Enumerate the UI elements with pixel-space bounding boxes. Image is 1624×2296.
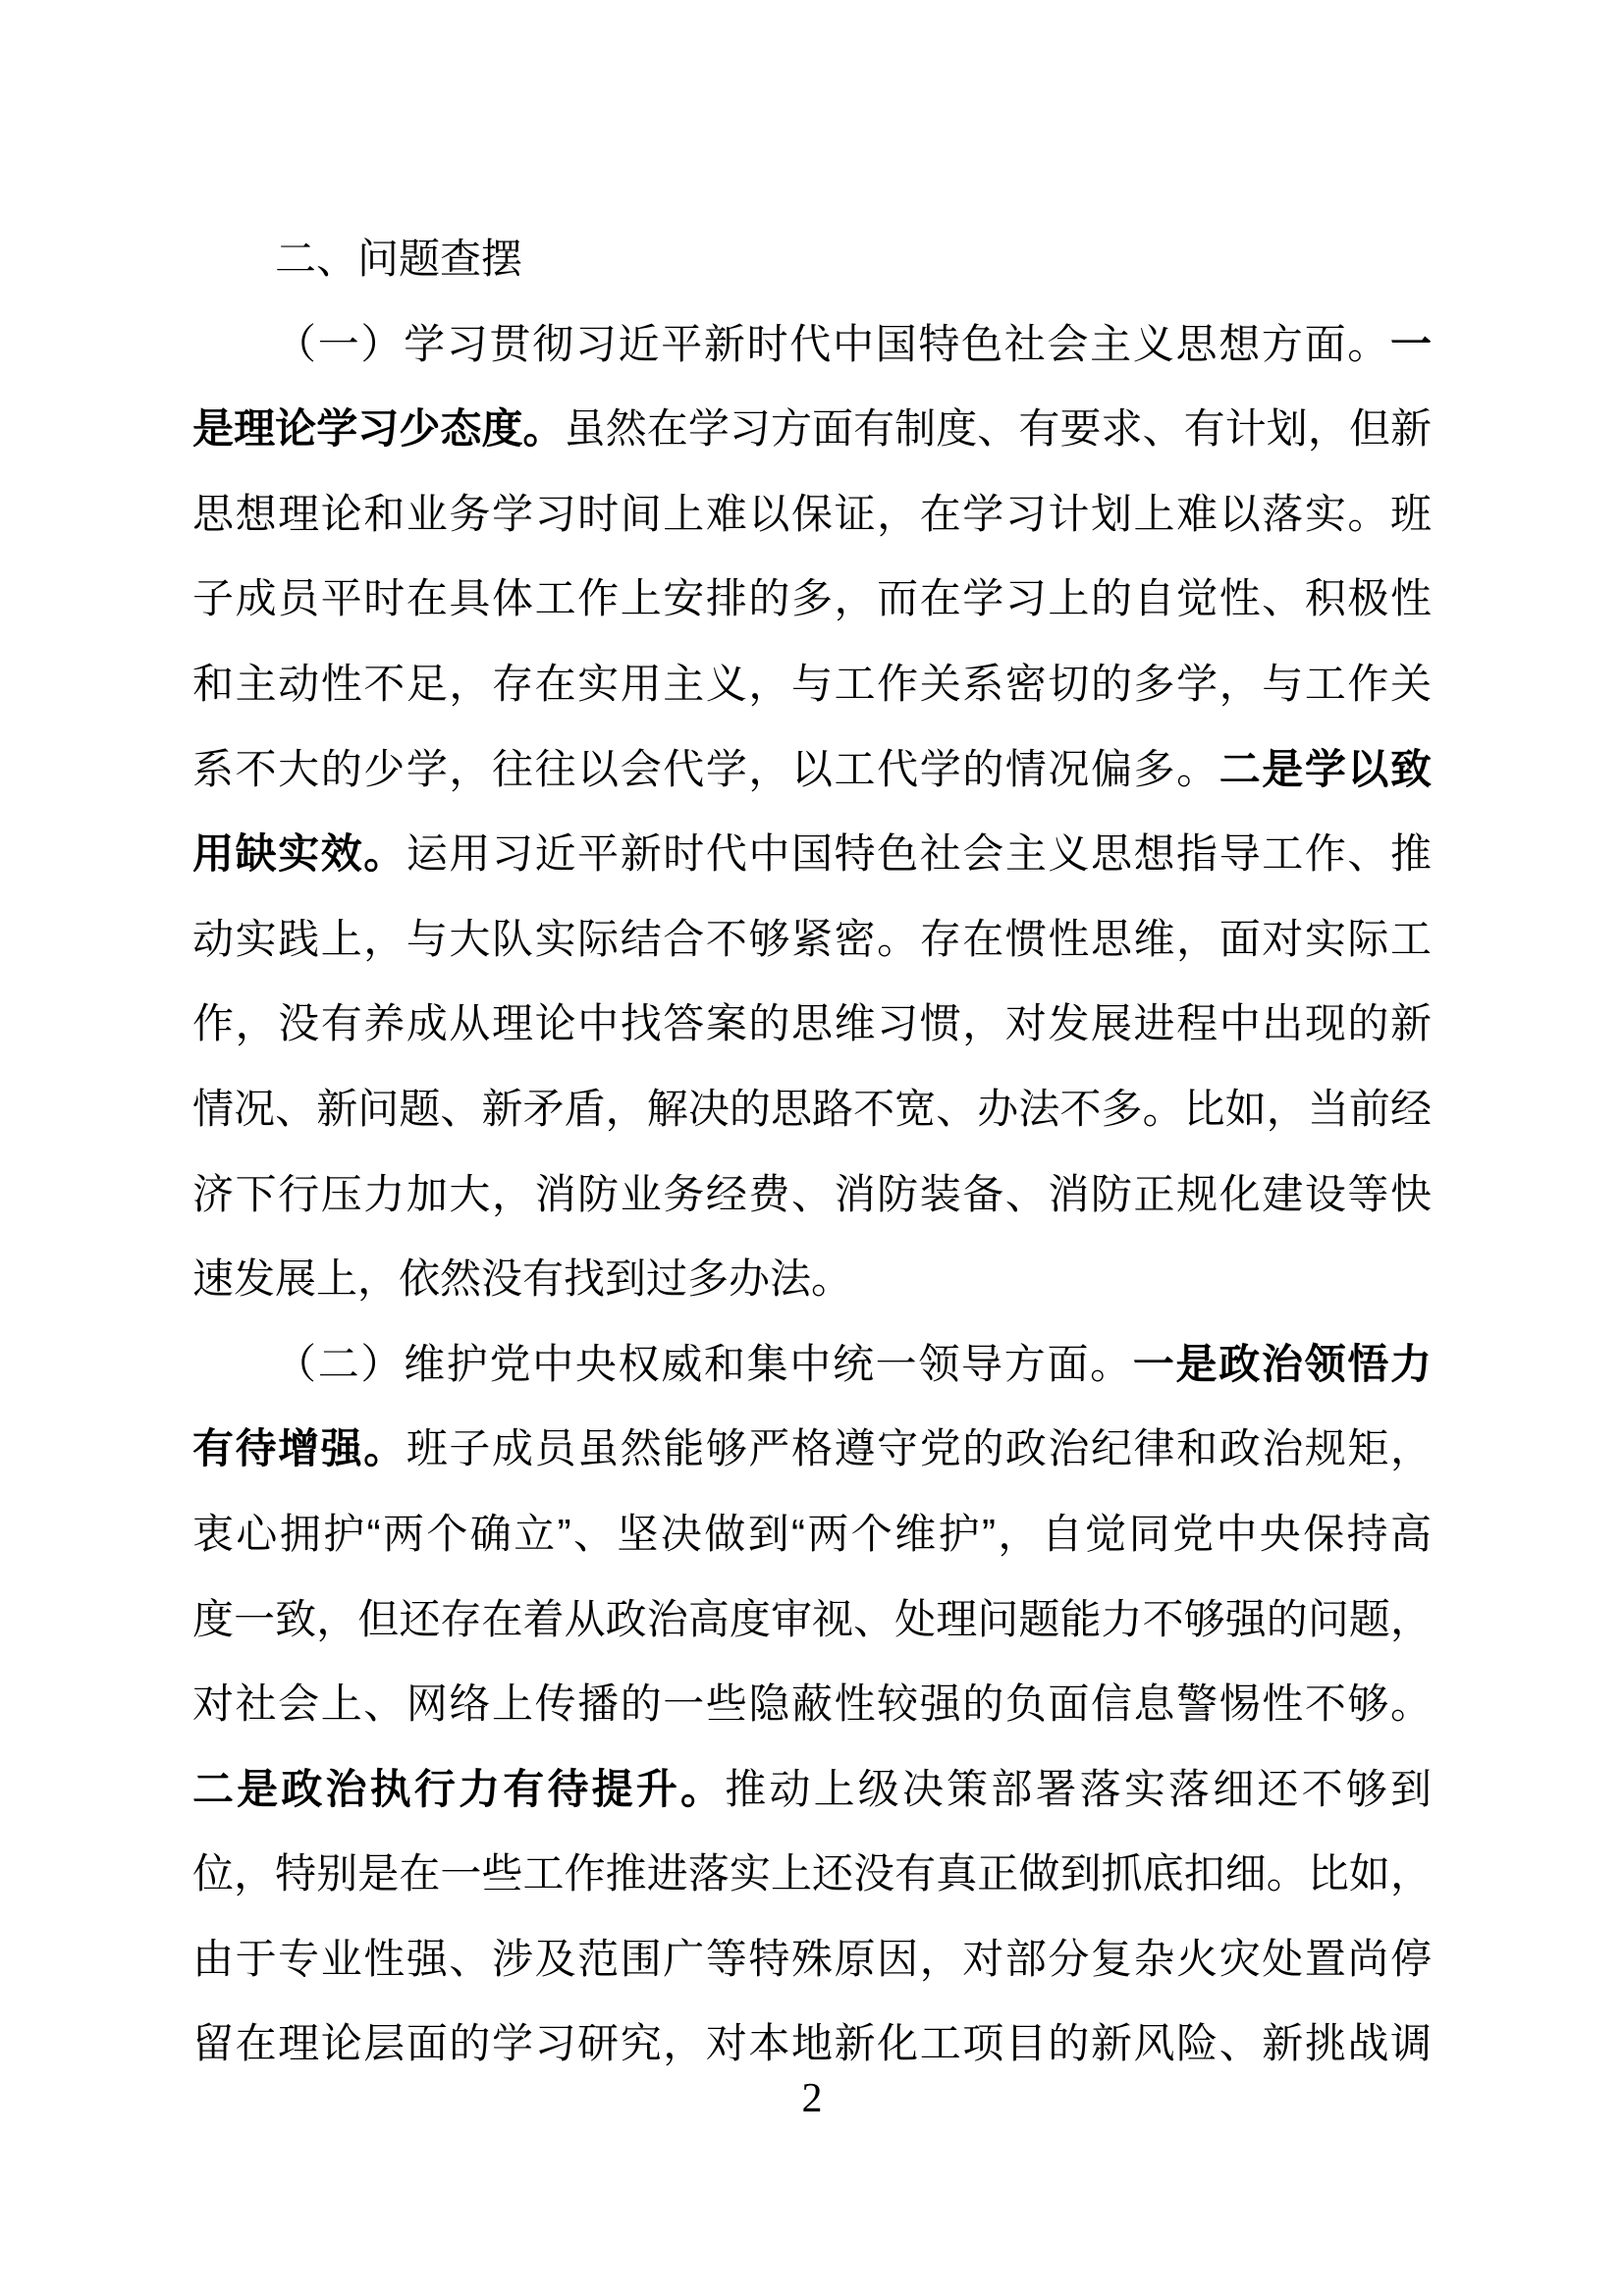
body-text: （一）学习贯彻习近平新时代中国特色社会主义思想方面。	[275, 320, 1390, 367]
paragraph-2-line	[192, 1832, 1432, 1917]
paragraph-1-line	[192, 897, 1432, 983]
body-text: 对社会上、网络上传播的一些隐蔽性较强的负面信息警惕性不够。	[192, 1681, 1432, 1728]
body-text: 和主动性不足，存在实用主义，与工作关系密切的多学，与工作关	[192, 660, 1432, 707]
section-heading	[192, 217, 1432, 302]
body-text: 系不大的少学，往往以会代学，以工代学的情况偏多。	[192, 745, 1219, 792]
paragraph-2-line	[192, 1747, 1432, 1833]
emphasis-text: 二是学以致	[1218, 745, 1432, 792]
emphasis-text: 二是政治执行力有待提升。	[192, 1765, 726, 1812]
body-text: 动实践上，与大队实际结合不够紧密。存在惯性思维，面对实际工	[192, 915, 1432, 962]
body-text: 度一致，但还存在着从政治高度审视、处理问题能力不够强的问题，	[192, 1595, 1432, 1642]
paragraph-1-line	[192, 557, 1432, 642]
body-text: 留在理论层面的学习研究，对本地新化工项目的新风险、新挑战调	[192, 2020, 1432, 2067]
body-text: 作，没有养成从理论中找答案的思维习惯，对发展进程中出现的新	[192, 1000, 1432, 1047]
paragraph-2-line	[192, 1577, 1432, 1663]
body-text: 二、问题查摆	[275, 236, 523, 282]
body-text: 位，特别是在一些工作推进落实上还没有真正做到抓底扣细。比如，	[192, 1850, 1432, 1897]
body-text: 情况、新问题、新矛盾，解决的思路不宽、办法不多。比如，当前经	[192, 1085, 1432, 1132]
body-text: 子成员平时在具体工作上安排的多，而在学习上的自觉性、积极性	[192, 575, 1432, 622]
page-number: 2	[801, 2076, 823, 2121]
paragraph-1-line	[192, 1067, 1432, 1152]
paragraph-2-line	[192, 1492, 1432, 1577]
body-text: 运用习近平新时代中国特色社会主义思想指导工作、推	[406, 830, 1432, 878]
paragraph-1-line	[192, 472, 1432, 558]
paragraph-1-line	[192, 812, 1432, 897]
paragraph-1-line	[192, 1237, 1432, 1322]
emphasis-text: 用缺实效。	[192, 830, 406, 878]
emphasis-text: 有待增强。	[192, 1425, 406, 1472]
paragraph-1-line	[192, 387, 1432, 472]
paragraph-1-line	[192, 642, 1432, 727]
body-text: （二）维护党中央权威和集中统一领导方面。	[275, 1340, 1133, 1387]
body-text: 济下行压力加大，消防业务经费、消防装备、消防正规化建设等快	[192, 1170, 1432, 1217]
body-text: 思想理论和业务学习时间上难以保证，在学习计划上难以落实。班	[192, 490, 1432, 537]
paragraph-2-line	[192, 1322, 1432, 1408]
paragraph-2-line	[192, 1662, 1432, 1747]
body-text: 衷心拥护“两个确立”、坚决做到“两个维护”，自觉同党中央保持高	[192, 1510, 1432, 1557]
paragraph-2-line	[192, 1917, 1432, 2002]
body-text: 速发展上，依然没有找到过多办法。	[192, 1255, 853, 1303]
paragraph-2-line	[192, 1407, 1432, 1492]
paragraph-1-line	[192, 982, 1432, 1067]
body-text: 虽然在学习方面有制度、有要求、有计划，但新	[564, 405, 1432, 453]
paragraph-1-line	[192, 1152, 1432, 1238]
emphasis-text: 是理论学习少态度。	[192, 405, 565, 453]
emphasis-text: 一	[1389, 320, 1432, 367]
body-text: 由于专业性强、涉及范围广等特殊原因，对部分复杂火灾处置尚停	[192, 1935, 1432, 1982]
paragraph-1-line	[192, 727, 1432, 813]
paragraph-1-line	[192, 302, 1432, 388]
document-body	[192, 217, 1432, 2087]
emphasis-text: 一是政治领悟力	[1132, 1340, 1432, 1387]
body-text: 班子成员虽然能够严格遵守党的政治纪律和政治规矩，	[406, 1425, 1432, 1472]
body-text: 推动上级决策部署落实落细还不够到	[725, 1765, 1432, 1812]
